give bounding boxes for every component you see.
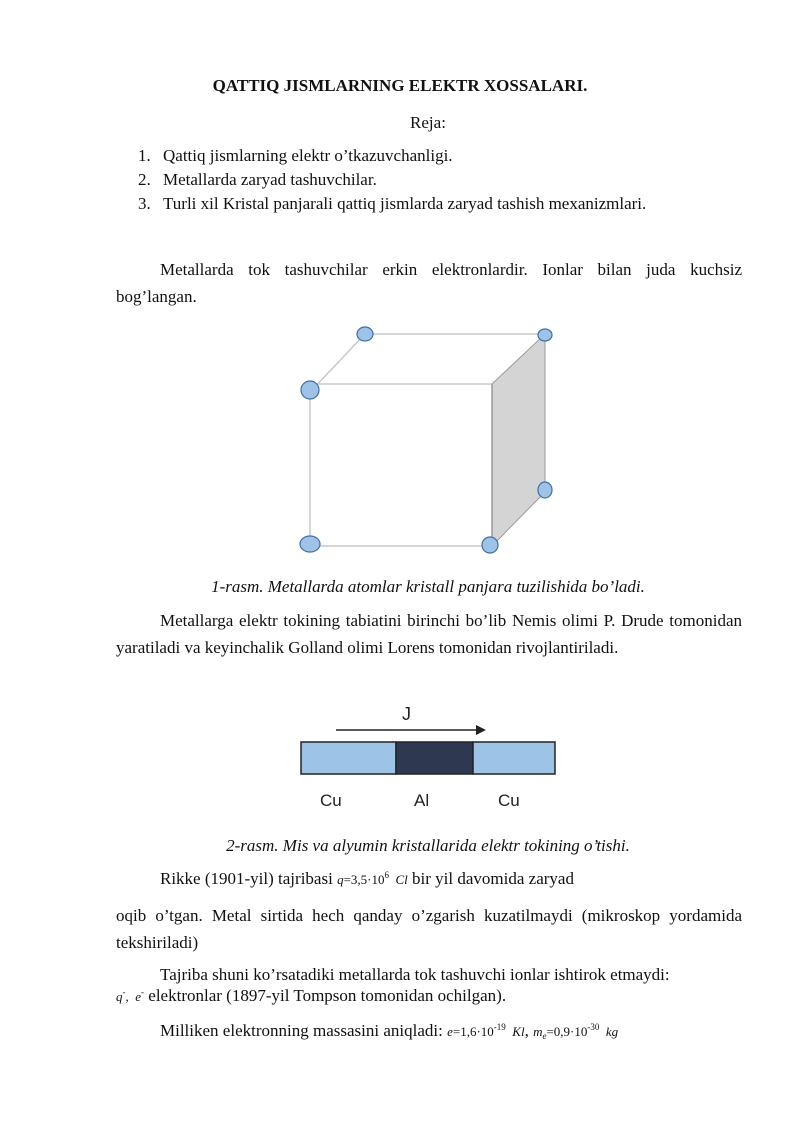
plan-item-text: Turli xil Kristal panjarali qattiq jismlarda zaryad tashish mexanizmlari. — [163, 194, 647, 213]
current-label: J — [402, 704, 411, 724]
conductor-bar-figure — [296, 700, 562, 815]
electron-charge-formula — [447, 1024, 525, 1039]
cube-side-face — [492, 334, 545, 546]
plan-item-text: Metallarda zaryad tashuvchilar. — [163, 170, 377, 189]
figure1-caption: 1-rasm. Metallarda atomlar kristall panjara tuzilishida bo’ladi. — [211, 577, 645, 596]
plan-item-text: Qattiq jismlarning elektr o’tkazuvchanligi. — [163, 146, 453, 165]
figure2-caption: 2-rasm. Mis va alyumin kristallarida elektr tokining o’tishi. — [226, 836, 630, 855]
lattice-atom — [301, 381, 319, 399]
plan-list — [138, 146, 646, 218]
cu-label-right: Cu — [498, 791, 520, 810]
paragraph-carriers: Metallarda tok tashuvchilar erkin elektronlardir. Ionlar bilan juda kuchsiz bog’langan. — [116, 260, 742, 306]
rikke-charge-formula — [337, 872, 408, 887]
cu-label-left: Cu — [320, 791, 342, 810]
al-segment — [396, 742, 473, 774]
rikke-text-start: Rikke (1901-yil) tajribasi — [160, 869, 333, 888]
plan-item — [138, 170, 646, 194]
formula-unit: kg — [605, 1024, 619, 1039]
cu-segment-right — [473, 742, 555, 774]
plan-item-number: 3. — [138, 194, 151, 213]
paragraph-electrons — [116, 986, 506, 1006]
formula-exponent: -30 — [587, 1022, 600, 1032]
lattice-atom — [357, 327, 373, 341]
millikan-text: Milliken elektronning massasini aniqladi: — [160, 1021, 443, 1040]
plan-item — [138, 194, 646, 218]
lattice-atom — [538, 329, 552, 341]
formula-separator: , — [524, 1021, 529, 1040]
lattice-atom — [300, 536, 320, 552]
crystal-lattice-figure — [290, 322, 560, 562]
al-label: Al — [414, 791, 430, 810]
q-symbol: q — [116, 989, 123, 1004]
q-superscript: - — [122, 987, 126, 997]
symbol-separator: , — [125, 989, 129, 1004]
lattice-atom — [538, 482, 552, 498]
plan-item-number: 1. — [138, 146, 151, 165]
formula-unit: Kl — [512, 1024, 525, 1039]
formula-value: =1,6·10 — [452, 1024, 494, 1039]
rikke-text-end: bir yil davomida zaryad — [412, 869, 574, 888]
formula-value: =3,5·10 — [343, 872, 385, 887]
paragraph-experiment: Tajriba shuni ko’rsatadiki metallarda tok tashuvchi ionlar ishtirok etmaydi: — [160, 965, 670, 984]
formula-symbol: e — [447, 1024, 453, 1039]
formula-unit: Cl — [395, 872, 408, 887]
formula-subscript: e — [542, 1031, 547, 1041]
paragraph-drude: Metallarga elektr tokining tabiatini birinchi bo’lib Nemis olimi P. Drude tomonidan yaratiladi va keyinchalik Golland olimi Lorens tomonidan rivojlantiriladi. — [116, 611, 742, 657]
paragraph-rikke — [160, 869, 574, 889]
electron-mass-formula — [533, 1024, 618, 1039]
formula-exponent: -19 — [493, 1022, 506, 1032]
formula-value: =0,9·10 — [546, 1024, 588, 1039]
e-symbol: e — [135, 989, 142, 1004]
lattice-atom — [482, 537, 498, 553]
e-superscript: - — [141, 987, 145, 997]
paragraph-rikke-continued: oqib o’tgan. Metal sirtida hech qanday o’zgarish kuzatilmaydi (mikroskop yordamida tekshiriladi) — [116, 906, 742, 952]
current-arrow-icon — [476, 725, 486, 735]
formula-symbol: m — [533, 1024, 543, 1039]
formula-exponent: 6 — [384, 870, 389, 880]
plan-item — [138, 146, 646, 170]
cu-segment-left — [301, 742, 396, 774]
plan-heading: Reja: — [410, 113, 446, 132]
plan-item-number: 2. — [138, 170, 151, 189]
paragraph-millikan — [160, 1021, 618, 1041]
electrons-text: elektronlar (1897-yil Tompson tomonidan ochilgan). — [148, 986, 507, 1005]
page-title: QATTIQ JISMLARNING ELEKTR XOSSALARI. — [212, 76, 588, 95]
charge-symbols — [116, 989, 144, 1004]
formula-symbol: q — [337, 872, 344, 887]
